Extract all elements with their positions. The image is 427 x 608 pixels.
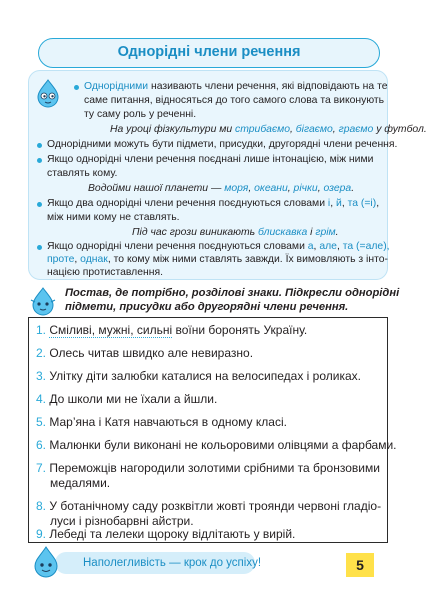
rule-5-line-3: нацією протиставлення.: [47, 267, 164, 278]
bullet: [37, 143, 42, 148]
rule-5-line-1: Якщо однорідні члени речення поєднуються словами а, але, та (=але),: [47, 241, 390, 252]
bullet: [37, 245, 42, 250]
page-number: 5: [346, 553, 374, 577]
rule-3-line-1: Якщо однорідні члени речення поєднані лише інтонацією, між ними: [47, 154, 374, 165]
rule-4-line-1: Якщо два однорідні члени речення поєднуються словами і, й, та (=і),: [47, 198, 380, 209]
example-3: Під час грози виникають блискавка і грім.: [132, 227, 339, 238]
motto-text: Наполегливість — крок до успіху!: [83, 557, 262, 569]
bullet: [37, 158, 42, 163]
task-instruction-line-2: підмети, присудки або другорядні члени речення.: [65, 301, 349, 313]
exercise-item: 7. Переможців нагородили золотими срібними та бронзовими: [36, 461, 380, 475]
rule-5-line-2: проте, однак, то кому між ними ставлять завжди. Їх вимовляють з інто-: [47, 254, 388, 265]
bullet: [74, 85, 79, 90]
rule-3-line-2: ставлять кому.: [47, 168, 118, 179]
rule-2: Однорідними можуть бути підмети, присудки, другорядні члени речення.: [47, 139, 398, 150]
motto-banner: [55, 552, 262, 574]
rule-1-line-3: ту саму роль у реченні.: [84, 109, 197, 120]
bullet: [37, 202, 42, 207]
exercise-item-continued: медалями.: [50, 476, 111, 490]
task-instruction-line-1: Постав, де потрібно, розділові знаки. Підкресли однорідні: [65, 287, 400, 299]
exercise-item: 5. Мар’яна і Катя навчаються в одному класі.: [36, 415, 287, 429]
exercise-item: 3. Улітку діти залюбки каталися на велосипедах і роликах.: [36, 369, 361, 383]
rule-4-line-2: між ними кому не ставлять.: [47, 212, 180, 223]
raindrop-mascot-icon: [28, 286, 58, 316]
exercise-item: 9. Лебеді та лелеки щороку відлітають у вирій.: [36, 527, 296, 541]
exercise-item: 2. Олесь читав швидко але невиразно.: [36, 346, 254, 360]
rule-1-line-1: Однорідними називають члени речення, які відповідають на те: [84, 81, 388, 92]
exercise-item: 1. Сміливі, мужні, сильні воїни боронять Україну.: [36, 323, 308, 337]
exercise-item: 4. До школи ми не їхали а йшли.: [36, 392, 218, 406]
raindrop-mascot-icon: [34, 78, 62, 108]
exercise-item: 6. Малюнки були виконані не кольоровими олівцями а фарбами.: [36, 438, 397, 452]
example-1: На уроці фізкультури ми стрибаємо, бігаємо, граємо у футбол.: [110, 124, 427, 135]
example-2: Водойми нашої планети — моря, океани, річки, озера.: [88, 183, 355, 194]
rule-1-line-2: саме питання, відносяться до того самого слова та виконують: [84, 95, 385, 106]
exercise-item-continued: луси і різнобарвні айстри.: [50, 514, 194, 528]
exercise-item: 8. У ботанічному саду розквітли жовті троянди червоні гладіо-: [36, 499, 382, 513]
section-title: Однорідні члени речення: [38, 38, 380, 68]
raindrop-mascot-icon: [30, 545, 62, 579]
